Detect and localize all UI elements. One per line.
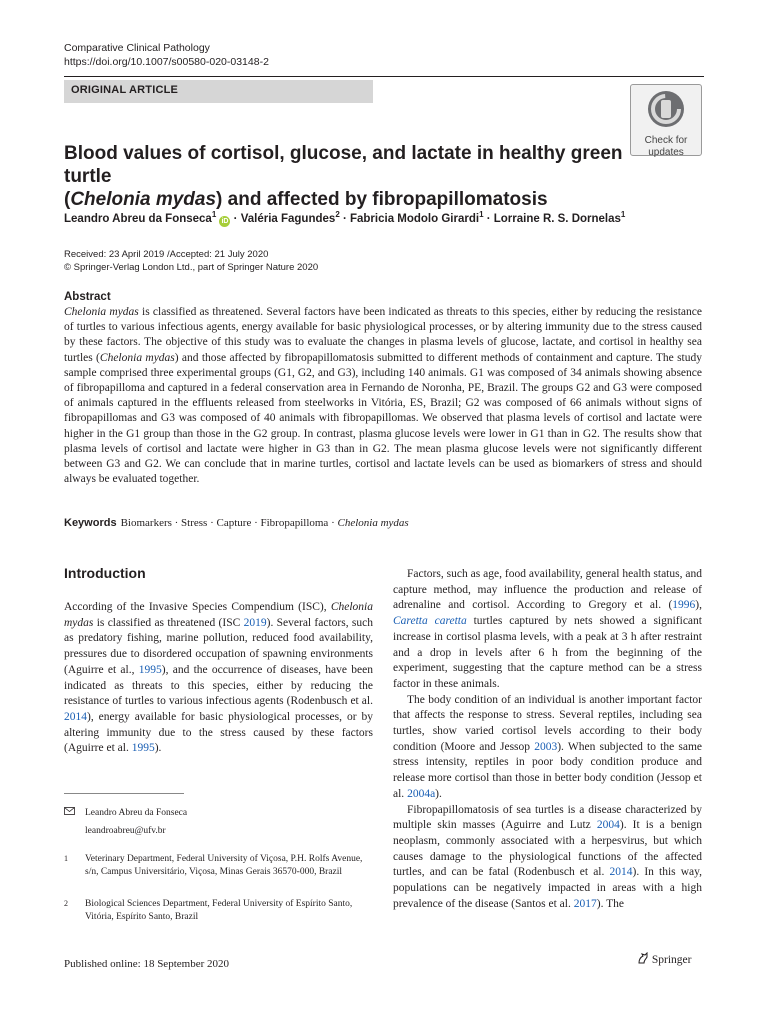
intro-paragraph-4 — [393, 803, 702, 913]
right-column — [393, 567, 702, 912]
text-span: According of the Invasive Species Compendium (ISC), — [64, 601, 331, 613]
text-span: ), energy available for basic physiological processes, or by altering immunity due to the stress caused by these factors (Aguirre et al. — [64, 710, 373, 755]
title-paren-open: ( — [64, 189, 71, 210]
citation-link[interactable]: 2017 — [573, 897, 597, 910]
publisher-logo — [637, 952, 691, 966]
title-species: Chelonia mydas — [70, 189, 217, 210]
text-span: Factors, such as age, food availability, general health status, and capture method, may influence the production and release of adrenaline and cortisol. According to Gregory et al. ( — [393, 568, 702, 612]
citation-link[interactable]: 2014 — [609, 866, 633, 879]
citation-link[interactable]: 2004 — [596, 819, 620, 832]
author-3[interactable]: · Fabricia Modolo Girardi — [339, 212, 480, 225]
citation-link[interactable]: 2019 — [243, 616, 267, 629]
springer-horse-icon — [637, 952, 649, 964]
article-dates — [64, 248, 318, 274]
species-name[interactable]: Caretta caretta — [393, 615, 467, 628]
publisher-name: Springer — [651, 954, 692, 966]
text-span: ). — [154, 742, 162, 755]
journal-name: Comparative Clinical Pathology — [64, 42, 210, 54]
intro-paragraph-1 — [64, 600, 373, 757]
header-rule — [64, 76, 704, 77]
envelope-icon — [64, 807, 75, 820]
corresponding-email[interactable]: leandroabreu@ufv.br — [85, 826, 166, 836]
title-part1: Blood values of cortisol, glucose, and lactate in healthy green turtle — [64, 143, 623, 187]
text-span: ). In this way, populations can be negatively impacted in areas with a high prevalence of the disease (Santos et al. — [393, 866, 703, 910]
orcid-icon[interactable]: iD — [221, 217, 229, 225]
text-span: ), — [695, 599, 702, 612]
abstract-body — [64, 305, 702, 487]
species-name: Chelonia mydas — [64, 601, 373, 629]
intro-paragraph-3 — [393, 693, 702, 803]
keywords-heading: Keywords — [64, 517, 117, 529]
author-1[interactable]: Leandro Abreu da Fonseca — [64, 212, 212, 225]
text-span: ). When subjected to the same stress intensity, reptiles in poor body condition produce and release more cortisol than those in better body condition (Jessop et al. — [393, 740, 702, 800]
text-span: Fibropapillomatosis of sea turtles is a disease characterized by multiple skin masses (Aguirre and Lutz — [393, 803, 702, 832]
text-span: turtles captured by nets showed a significant increase in cortisol plasma levels, with a peak at 3 h after restraint and a drop in levels after 6 h from the beginning of the experiment, suggesting that the capture method can be a stress factor in these animals. — [393, 615, 702, 690]
author-4[interactable]: · Lorraine R. S. Dornelas — [483, 212, 621, 225]
abstract-heading: Abstract — [64, 291, 111, 303]
keywords — [64, 516, 702, 530]
check-for-updates-icon — [646, 89, 686, 129]
affiliation-1-number: 1 — [64, 854, 68, 863]
footnote-rule — [64, 793, 184, 794]
citation-link[interactable]: 1996 — [672, 599, 696, 612]
citation-link[interactable]: 1995 — [138, 663, 162, 676]
article-title — [64, 142, 624, 211]
affiliation-2-text: Biological Sciences Department, Federal University of Espírito Santo, Vitória, Espírito Santo, Brazil — [85, 899, 353, 922]
copyright-line: © Springer-Verlag London Ltd., part of Springer Nature 2020 — [64, 262, 319, 273]
text-span: ). The — [596, 897, 624, 910]
affiliation-1-text: Veterinary Department, Federal University of Viçosa, P.H. Rolfs Avenue, s/n, Campus Universitário, Viçosa, Minas Gerais 36570-000, Brazil — [85, 854, 363, 877]
author-list — [64, 207, 724, 227]
received-accepted: Received: 23 April 2019 /Accepted: 21 July 2020 — [64, 249, 269, 260]
text-span: ). — [435, 787, 442, 800]
left-column — [64, 600, 373, 757]
journal-header — [64, 41, 269, 69]
text-span: is classified as threatened (ISC — [93, 616, 244, 629]
title-part2: ) and affected by fibropapillomatosis — [216, 189, 548, 210]
text-span: The body condition of an individual is another important factor that affects the response to stress. Several reptiles, including sea turtles, show varied cortisol levels according to their body condition (Moore and Jessop — [393, 693, 702, 753]
check-for-updates-badge[interactable] — [630, 84, 702, 156]
keywords-species: Chelonia mydas — [337, 517, 409, 529]
published-online: Published online: 18 September 2020 — [64, 958, 229, 970]
badge-text-1: Check for — [644, 135, 688, 146]
citation-link[interactable]: 1995 — [131, 742, 155, 755]
author-3-affiliation: 1 — [479, 210, 484, 219]
corresponding-name: Leandro Abreu da Fonseca — [85, 808, 188, 818]
badge-text-2: updates — [648, 147, 684, 158]
article-type-banner: ORIGINAL ARTICLE — [64, 80, 373, 103]
citation-link[interactable]: 2004a — [407, 787, 436, 800]
intro-paragraph-2 — [393, 567, 702, 693]
citation-link[interactable]: 2014 — [64, 710, 87, 723]
author-1-affiliation: 1 — [211, 210, 217, 219]
author-2-affiliation: 2 — [335, 210, 340, 219]
author-2[interactable]: · Valéria Fagundes — [230, 212, 336, 225]
text-span: ). It is a benign neoplasm, commonly associated with a herpesvirus, but which causes damage to the physiological functions of the affected turtles, and can be fatal (Rodenbusch et al. — [393, 819, 702, 879]
introduction-heading: Introduction — [64, 565, 146, 581]
author-4-affiliation: 1 — [620, 210, 626, 219]
abstract-species-2: Chelonia mydas — [99, 351, 175, 364]
doi-link[interactable]: https://doi.org/10.1007/s00580-020-03148-2 — [64, 56, 269, 68]
keywords-list: Biomarkers · Stress · Capture · Fibropapilloma · — [120, 517, 338, 529]
citation-link[interactable]: 2003 — [534, 740, 558, 753]
abstract-species-1: Chelonia mydas — [64, 306, 139, 318]
text-span: ). Several factors, such as predatory fishing, marine pollution, reduced food availability, pressures due to disordered occupation of spawning environments (Aguirre et al., — [64, 616, 373, 676]
abstract-text-2: ) and those affected by fibropapillomatosis submitted to different methods of containment and capture. The study sample comprised three experimental groups (G1, G2, and G3), including 140 animals. G1 was composed of 34 animals showing absence of fibropapilloma and captured in a federal conservation area in Fernando de Noronha, PE, Brazil. The groups G2 and G3 were composed of animals captured in the effluents released from steelworks in Vitória, ES, Brazil; G2 was composed of 66 animals without signs of fibropapillomas and G3 was composed of 40 animals with fibropapillomas. We observed that plasma levels of cortisol and lactate were higher in the G1 group than those in the G2 group. In contrast, plasma glucose levels were lower in G1 than in G2. The results show that plasma levels of cortisol and lactate were higher in G3 than in G2. The mean plasma glucose levels were not significantly different between G3 and G2. We can conclude that in marine turtles, cortisol and lactate levels can be used as biomarkers of stress and should always be evaluated together. — [64, 351, 702, 486]
text-span: ), and the occurrence of diseases, have been indicated as threats to this species, either by reducing the resistance of turtles to various infectious agents (Rodenbusch et al. — [64, 663, 373, 708]
affiliation-2-number: 2 — [64, 899, 68, 908]
abstract-text-1: is classified as threatened. Several factors have been indicated as threats to this species, either by reducing the resistance of turtles to various infectious agents, energy available for basic physiological processes, or by altering immunity due to the stress caused by these factors. The objective of this study was to evaluate the changes in plasma levels of glucose, lactate, and cortisol in healthy sea turtles ( — [64, 306, 702, 364]
